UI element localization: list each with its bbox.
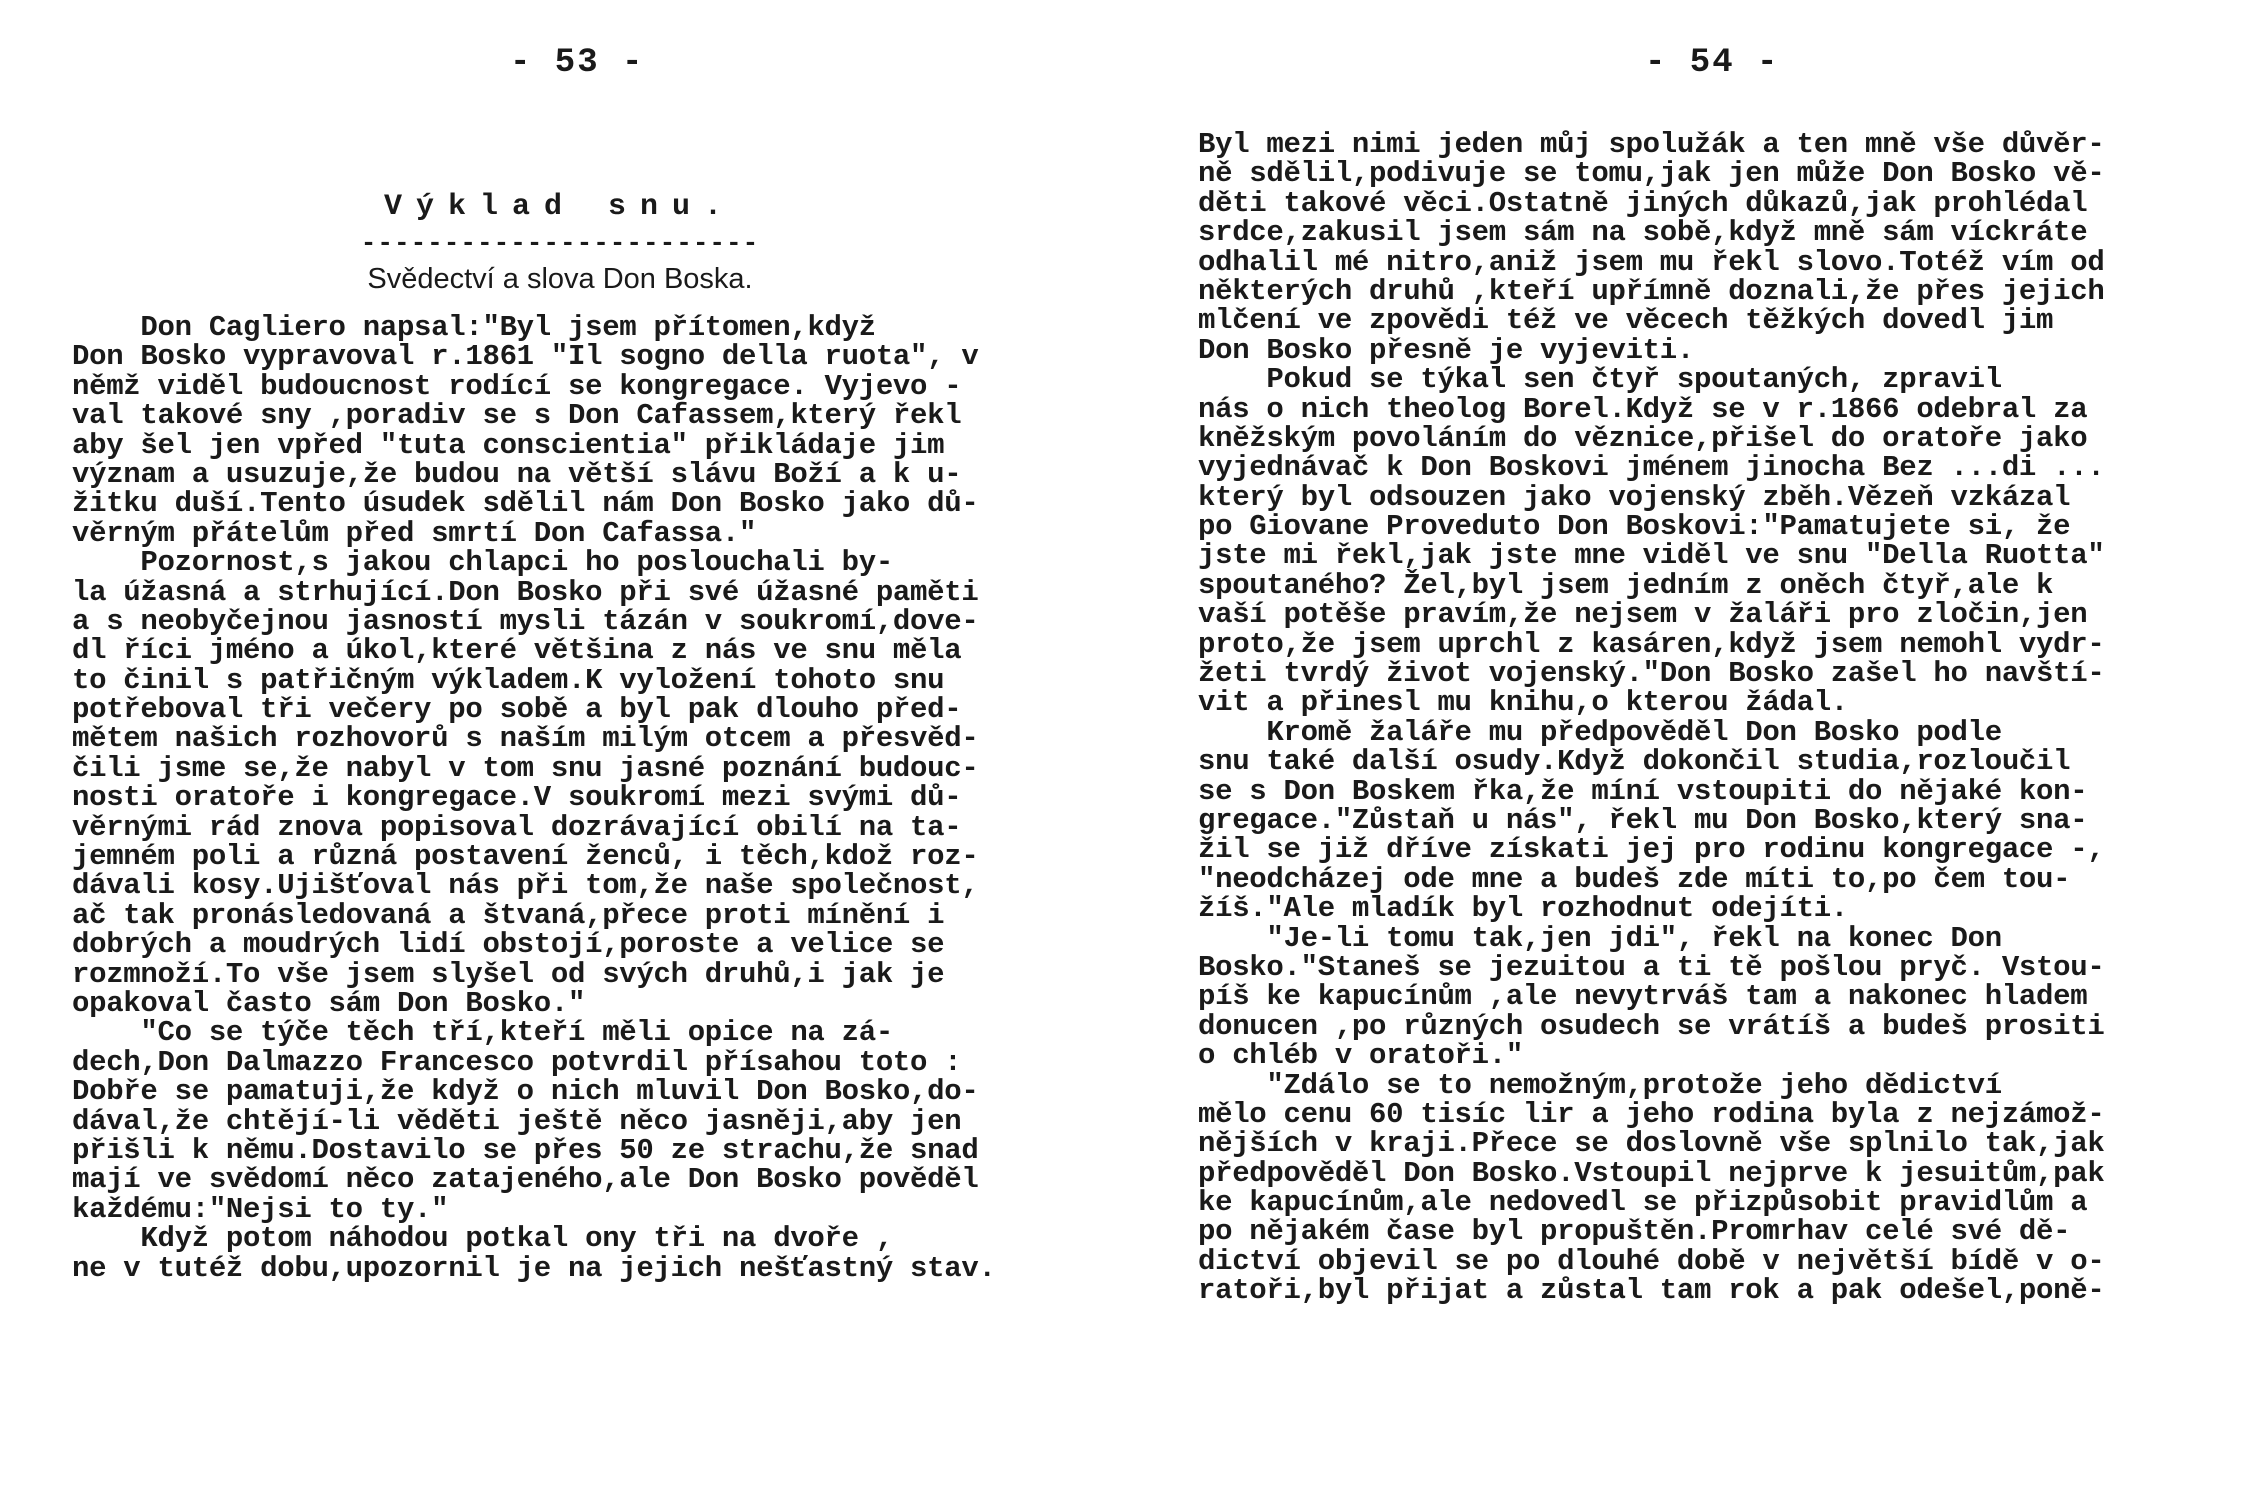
text-line: žíš."Ale mladík byl rozhodnut odejíti.: [1198, 892, 1848, 926]
text-line: val takové sny ,poradiv se s Don Cafassem,který řekl: [72, 399, 962, 433]
title-underline: ------------------------: [360, 228, 760, 258]
text-line: dobrých a moudrých lidí obstojí,poroste a velice se: [72, 928, 945, 962]
right-body-text: [1198, 130, 2228, 1306]
text-line: po nějakém čase byl propuštěn.Promrhav celé své dě-: [1198, 1215, 2071, 1249]
text-line: mají ve svědomí něco zatajeného,ale Don Bosko pověděl: [72, 1163, 979, 1197]
text-line: Když potom náhodou potkal ony tři na dvoře ,: [72, 1222, 893, 1256]
text-line: rozmnoží.To vše jsem slyšel od svých druhů,i jak je: [72, 957, 945, 991]
chapter-title: Výklad snu.: [383, 190, 737, 224]
text-line: dl říci jméno a úkol,které většina z nás ve snu měla: [72, 634, 962, 668]
text-line: vyjednávač k Don Boskovi jménem jinocha Bez ...di ...: [1198, 451, 2105, 485]
text-line: ratoři,byl přijat a zůstal tam rok a pak odešel,poně-: [1198, 1274, 2105, 1308]
text-line: věrným přátelům před smrtí Don Cafassa.": [72, 516, 757, 550]
text-line: předpověděl Don Bosko.Vstoupil nejprve k jesuitům,pak: [1198, 1156, 2105, 1190]
text-line: ne v tutéž dobu,upozornil je na jejich nešťastný stav.: [72, 1251, 996, 1285]
text-line: Kromě žaláře mu předpověděl Don Bosko podle: [1198, 715, 2002, 749]
text-line: kněžským povoláním do věznice,přišel do oratoře jako: [1198, 421, 2088, 455]
text-line: ně sdělil,podivuje se tomu,jak jen může Don Bosko vě-: [1198, 157, 2105, 191]
text-line: Byl mezi nimi jeden můj spolužák a ten mně vše důvěr-: [1198, 128, 2105, 161]
text-line: dictví objevil se po dlouhé době v největší bídě v o-: [1198, 1244, 2105, 1278]
text-line: čili jsme se,že nabyl v tom snu jasné poznání budouc-: [72, 751, 979, 785]
text-line: o chléb v oratoři.": [1198, 1039, 1523, 1073]
text-line: to činil s patřičným výkladem.K vyložení tohoto snu: [72, 663, 945, 697]
left-body-text: [72, 313, 1092, 1283]
page-number: - 54 -: [1645, 44, 1780, 82]
text-line: Don Bosko přesně je vyjeviti.: [1198, 333, 1694, 367]
chapter-heading: [260, 188, 860, 296]
text-line: dech,Don Dalmazzo Francesco potvrdil přísahou toto :: [72, 1045, 962, 1079]
text-line: po Giovane Proveduto Don Boskovi:"Pamatujete si, že: [1198, 510, 2071, 544]
text-line: význam a usuzuje,že budou na větší slávu Boží a k u-: [72, 457, 962, 491]
text-line: jste mi řekl,jak jste mne viděl ve snu "Della Ruotta": [1198, 539, 2105, 573]
text-line: Bosko."Staneš se jezuitou a ti tě pošlou pryč. Vstou-: [1198, 950, 2105, 984]
text-line: Don Bosko vypravoval r.1861 "Il sogno della ruota", v: [72, 340, 979, 374]
text-line: "Je-li tomu tak,jen jdi", řekl na konec Don: [1198, 921, 2002, 955]
text-line: některých druhů ,kteří upřímně doznali,že přes jejich: [1198, 274, 2105, 308]
text-line: mělo cenu 60 tisíc lir a jeho rodina byla z nejzámož-: [1198, 1097, 2105, 1131]
text-line: nějších v kraji.Přece se doslovně vše splnilo tak,jak: [1198, 1127, 2105, 1161]
text-line: nás o nich theolog Borel.Když se v r.1866 odebral za: [1198, 392, 2088, 426]
text-line: opakoval často sám Don Bosko.": [72, 986, 586, 1020]
text-line: Don Cagliero napsal:"Byl jsem přítomen,když: [72, 311, 876, 344]
text-line: přišli k němu.Dostavilo se přes 50 ze strachu,že snad: [72, 1133, 979, 1167]
text-line: aby šel jen vpřed "tuta conscientia" přikládaje jim: [72, 428, 945, 462]
text-line: žil se již dříve získati jej pro rodinu kongregace -,: [1198, 833, 2105, 867]
text-line: žitku duší.Tento úsudek sdělil nám Don Bosko jako dů-: [72, 487, 979, 521]
text-line: ač tak pronásledovaná a štvaná,přece proti mínění i: [72, 898, 945, 932]
text-line: žeti tvrdý život vojenský."Don Bosko zašel ho navští-: [1198, 657, 2105, 691]
text-line: "Co se týče těch tří,kteří měli opice na zá-: [72, 1016, 893, 1050]
text-line: němž viděl budoucnost rodící se kongregace. Vyjevo -: [72, 369, 962, 403]
text-line: vit a přinesl mu knihu,o kterou žádal.: [1198, 686, 1848, 720]
text-line: ke kapucínům,ale nedovedl se přizpůsobit pravidlům a: [1198, 1186, 2088, 1220]
text-line: "neodcházej ode mne a budeš zde míti to,po čem tou-: [1198, 862, 2071, 896]
text-line: a s neobyčejnou jasností mysli tázán v soukromí,dove-: [72, 604, 979, 638]
text-line: Dobře se pamatuji,že když o nich mluvil Don Bosko,do-: [72, 1075, 979, 1109]
text-line: nosti oratoře i kongregace.V soukromí mezi svými dů-: [72, 781, 962, 815]
text-line: spoutaného? Žel,byl jsem jedním z oněch čtyř,ale k: [1198, 568, 2054, 602]
text-line: snu také další osudy.Když dokončil studia,rozloučil: [1198, 745, 2071, 779]
text-line: každému:"Nejsi to ty.": [72, 1192, 449, 1226]
text-line: dával,že chtějí-li věděti ještě něco jasněji,aby jen: [72, 1104, 962, 1138]
text-line: děti takové věci.Ostatně jiných důkazů,jak prohlédal: [1198, 186, 2088, 220]
text-line: Pozornost,s jakou chlapci ho poslouchali by-: [72, 546, 893, 580]
text-line: píš ke kapucínům ,ale nevytrváš tam a nakonec hladem: [1198, 980, 2088, 1014]
text-line: který byl odsouzen jako vojenský zběh.Vězeň vzkázal: [1198, 480, 2071, 514]
text-line: jemném poli a různá postavení ženců, i těch,kdož roz-: [72, 840, 979, 874]
right-page: [1130, 0, 2260, 1500]
text-line: gregace."Zůstaň u nás", řekl mu Don Bosko,který sna-: [1198, 803, 2088, 837]
text-line: donucen ,po různých osudech se vrátíš a budeš prositi: [1198, 1009, 2105, 1043]
text-line: se s Don Boskem řka,že míní vstoupiti do nějaké kon-: [1198, 774, 2088, 808]
text-line: "Zdálo se to nemožným,protože jeho dědictví: [1198, 1068, 2002, 1102]
text-line: mlčení ve zpovědi též ve věcech těžkých dovedl jim: [1198, 304, 2054, 338]
text-line: potřeboval tři večery po sobě a byl pak dlouho před-: [72, 693, 962, 727]
text-line: vaší potěše pravím,že nejsem v žaláři pro zločin,jen: [1198, 598, 2088, 632]
text-line: proto,že jsem uprchl z kasáren,když jsem nemohl vydr-: [1198, 627, 2105, 661]
text-line: věrnými rád znova popisoval dozrávající obilí na ta-: [72, 810, 962, 844]
text-line: la úžasná a strhující.Don Bosko při své úžasné paměti: [72, 575, 979, 609]
chapter-subtitle: Svědectví a slova Don Boska.: [367, 263, 753, 295]
text-line: odhalil mé nitro,aniž jsem mu řekl slovo.Totéž vím od: [1198, 245, 2105, 279]
text-line: mětem našich rozhovorů s naším milým otcem a přesvěd-: [72, 722, 979, 756]
page-number: - 53 -: [510, 44, 645, 82]
text-line: dávali kosy.Ujišťoval nás při tom,že naše společnost,: [72, 869, 979, 903]
text-line: Pokud se týkal sen čtyř spoutaných, zpravil: [1198, 363, 2002, 397]
text-line: srdce,zakusil jsem sám na sobě,když mně sám víckráte: [1198, 216, 2088, 250]
